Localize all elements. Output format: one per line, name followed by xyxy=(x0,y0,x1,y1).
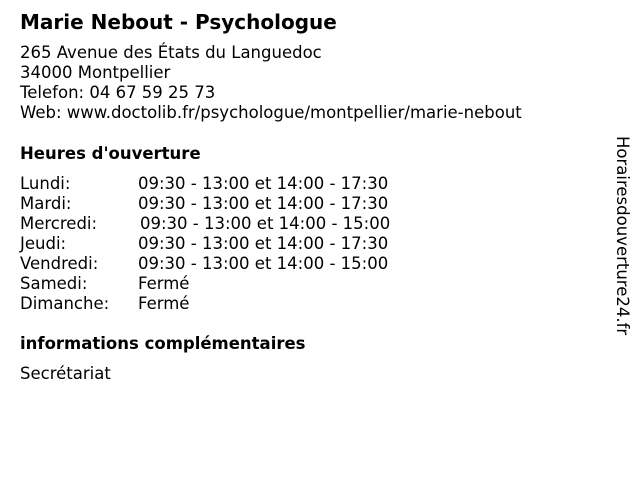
day-label: Vendredi: xyxy=(20,254,99,273)
day-hours: 09:30 - 13:00 et 14:00 - 17:30 xyxy=(138,234,389,253)
hours-row-sunday xyxy=(20,294,440,314)
day-label: Lundi: xyxy=(20,174,71,193)
address-block xyxy=(20,43,522,123)
day-label: Mercredi: xyxy=(20,214,98,233)
hours-row-monday xyxy=(20,174,440,194)
address-street: 265 Avenue des États du Languedoc xyxy=(20,43,322,62)
day-hours: 09:30 - 13:00 et 14:00 - 15:00 xyxy=(140,214,391,233)
address-city: 34000 Montpellier xyxy=(20,63,171,82)
watermark xyxy=(612,136,634,346)
phone-number: Telefon: 04 67 59 25 73 xyxy=(20,83,216,102)
day-label: Mardi: xyxy=(20,194,72,213)
website-url: Web: www.doctolib.fr/psychologue/montpellier/marie-nebout xyxy=(20,103,522,122)
opening-hours-table xyxy=(20,174,440,314)
watermark-text: Horairesdouverture24.fr xyxy=(613,136,632,336)
additional-info-heading: informations complémentaires xyxy=(20,334,306,353)
hours-row-saturday xyxy=(20,274,440,294)
opening-hours-heading: Heures d'ouverture xyxy=(20,144,201,163)
hours-row-friday xyxy=(20,254,440,274)
hours-row-thursday xyxy=(20,234,440,254)
day-hours: 09:30 - 13:00 et 14:00 - 15:00 xyxy=(138,254,389,273)
day-hours: Fermé xyxy=(138,274,190,293)
day-hours: 09:30 - 13:00 et 14:00 - 17:30 xyxy=(138,174,389,193)
hours-row-wednesday xyxy=(20,214,440,234)
day-label: Dimanche: xyxy=(20,294,110,313)
day-label: Jeudi: xyxy=(20,234,67,253)
page-title: Marie Nebout - Psychologue xyxy=(20,10,337,34)
day-label: Samedi: xyxy=(20,274,88,293)
hours-row-tuesday xyxy=(20,194,440,214)
additional-info-text: Secrétariat xyxy=(20,364,111,383)
day-hours: 09:30 - 13:00 et 14:00 - 17:30 xyxy=(138,194,389,213)
day-hours: Fermé xyxy=(138,294,190,313)
